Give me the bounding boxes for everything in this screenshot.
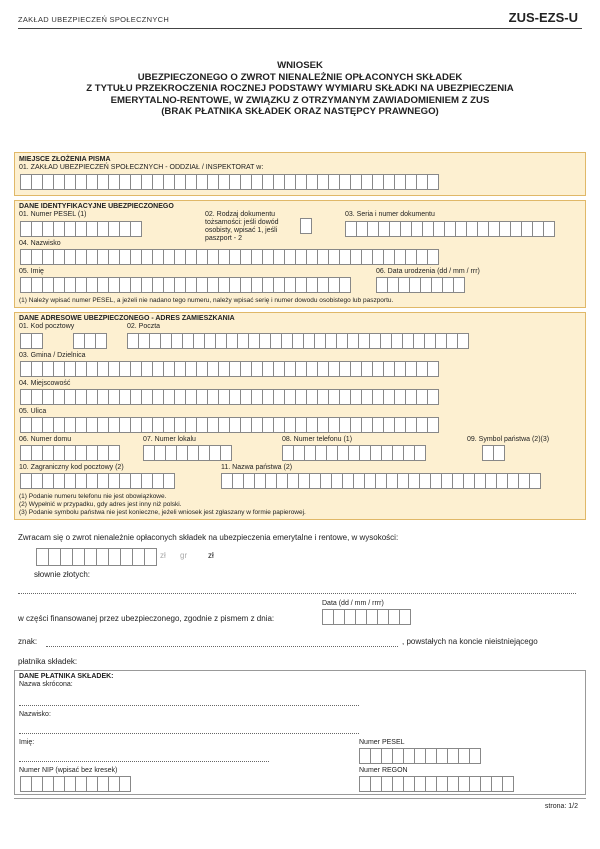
field-label: 01. Kod pocztowy xyxy=(19,323,75,330)
char-box[interactable] xyxy=(300,218,312,234)
flat-number-input[interactable] xyxy=(143,445,231,461)
words-line[interactable] xyxy=(18,593,576,594)
char-box[interactable] xyxy=(339,277,351,293)
postal-code-b-input[interactable] xyxy=(73,333,106,349)
payer-surname-line[interactable] xyxy=(19,733,359,734)
field-label: 03. Gmina / Dzielnica xyxy=(19,352,86,359)
field-label: 06. Numer domu xyxy=(19,436,72,443)
branch-input[interactable] xyxy=(20,174,438,190)
field-label: Numer PESEL xyxy=(359,739,405,746)
first-name-input[interactable] xyxy=(20,277,350,293)
section-insured-identification xyxy=(14,200,586,308)
zl-label: zł xyxy=(208,551,214,560)
short-name-line[interactable] xyxy=(19,705,359,706)
field-label: 01. Numer PESEL (1) xyxy=(19,211,87,218)
field-label: 06. Data urodzenia (dd / mm / rrr) xyxy=(376,268,480,275)
field-label: 04. Miejscowość xyxy=(19,380,71,387)
char-box[interactable] xyxy=(529,473,541,489)
section-heading: MIEJSCE ZŁOŻENIA PISMA xyxy=(19,156,111,163)
form-title xyxy=(40,60,560,118)
commune-input[interactable] xyxy=(20,361,438,377)
field-label: 05. Ulica xyxy=(19,408,47,415)
title-line: (BRAK PŁATNIKA SKŁADEK ORAZ NASTĘPCY PRAWNEGO) xyxy=(161,106,439,118)
foreign-postal-input[interactable] xyxy=(20,473,174,489)
field-label: 09. Symbol państwa (2)(3) xyxy=(467,436,550,443)
znak-label: znak: xyxy=(18,637,38,646)
footnote: (3) Podanie symbolu państwa nie jest konieczne, jeżeli wniosek jest zgłaszany w formie papierowej. xyxy=(19,509,306,516)
title-line: WNIOSEK xyxy=(277,60,323,71)
field-label: 10. Zagraniczny kod pocztowy (2) xyxy=(19,464,124,471)
footnote: (1) Podanie numeru telefonu nie jest obowiązkowe. xyxy=(19,493,167,500)
field-label: Numer NIP (wpisać bez kresek) xyxy=(19,767,118,774)
char-box[interactable] xyxy=(427,417,439,433)
field-label: 05. Imię xyxy=(19,268,44,275)
section-heading: DANE ADRESOWE UBEZPIECZONEGO - ADRES ZAMIESZKANIA xyxy=(19,315,235,322)
field-label: 08. Numer telefonu (1) xyxy=(282,436,353,443)
payer-pesel-input[interactable] xyxy=(359,748,480,764)
field-label: Nazwisko: xyxy=(19,711,51,718)
section-submission-place xyxy=(14,152,586,196)
char-box[interactable] xyxy=(427,361,439,377)
words-label: słownie złotych: xyxy=(34,570,91,579)
char-box[interactable] xyxy=(108,445,120,461)
post-office-input[interactable] xyxy=(127,333,468,349)
finance-text: w części finansowanej przez ubezpieczonego, zgodnie z pismem z dnia: xyxy=(18,614,275,623)
form-code: ZUS-EZS-U xyxy=(508,10,578,25)
request-line: Zwracam się o zwrot nienależnie opłaconych składek na ubezpieczenia emerytalne i rentowe, w wysokości: xyxy=(18,533,399,542)
title-line: Z TYTUŁU PRZEKROCZENIA ROCZNEJ PODSTAWY WYMIARU SKŁADKI NA UBEZPIECZENIA xyxy=(86,83,514,95)
field-label: 03. Seria i numer dokumentu xyxy=(345,211,435,218)
house-number-input[interactable] xyxy=(20,445,119,461)
section-heading: DANE IDENTYFIKACYJNE UBEZPIECZONEGO xyxy=(19,203,174,210)
payer-regon-input[interactable] xyxy=(359,776,513,792)
title-line: EMERYTALNO-RENTOWE, W ZWIĄZKU Z OTRZYMANYM ZAWIADOMIENIEM Z ZUS xyxy=(110,94,490,106)
char-box[interactable] xyxy=(399,609,411,625)
street-input[interactable] xyxy=(20,417,438,433)
field-label: 02. Rodzaj dokumentu tożsamości: jeśli dowód osobisty, wpisać 1, jeśli paszport - 2 xyxy=(205,211,279,242)
field-label: Imię: xyxy=(19,739,35,746)
char-box[interactable] xyxy=(95,333,107,349)
surname-input[interactable] xyxy=(20,249,438,265)
footnote: (1) Należy wpisać numer PESEL, a jeżeli nie nadano tego numeru, należy wpisać serię i numer dowodu osobistego lub paszportu. xyxy=(19,297,394,304)
page-number: strona: 1/2 xyxy=(544,803,578,810)
field-label: 01. ZAKŁAD UBEZPIECZEŃ SPOŁECZNYCH - ODDZIAŁ / INSPEKTORAT w: xyxy=(19,164,264,171)
title-line: UBEZPIECZONEGO O ZWROT NIENALEŻNIE OPŁACONYCH SKŁADEK xyxy=(137,71,463,83)
char-box[interactable] xyxy=(130,221,142,237)
section-heading: DANE PŁATNIKA SKŁADEK: xyxy=(19,673,114,680)
doc-type-input[interactable] xyxy=(300,218,311,234)
char-box[interactable] xyxy=(469,748,481,764)
char-box[interactable] xyxy=(414,445,426,461)
country-name-input[interactable] xyxy=(221,473,540,489)
char-box[interactable] xyxy=(502,776,514,792)
char-box[interactable] xyxy=(144,548,157,566)
letter-date-input[interactable] xyxy=(322,609,410,625)
section-insured-address xyxy=(14,312,586,520)
field-label: Nazwa skrócona: xyxy=(19,681,73,688)
header-rule xyxy=(18,28,582,29)
char-box[interactable] xyxy=(427,249,439,265)
date-label: Data (dd / mm / rrrr) xyxy=(322,600,384,607)
field-label: 11. Nazwa państwa (2) xyxy=(221,464,293,471)
gr-suffix: gr xyxy=(180,551,188,560)
phone-input[interactable] xyxy=(282,445,425,461)
postal-code-a-input[interactable] xyxy=(20,333,42,349)
payer-name-line[interactable] xyxy=(19,761,269,762)
section-payer xyxy=(14,670,586,795)
zl-suffix: zł xyxy=(160,551,166,560)
field-label: 02. Poczta xyxy=(127,323,161,330)
char-box[interactable] xyxy=(543,221,555,237)
char-box[interactable] xyxy=(220,445,232,461)
accounts-text: , powstałych na koncie nieistniejącego xyxy=(402,637,538,646)
footer-rule xyxy=(14,798,586,799)
char-box[interactable] xyxy=(427,174,439,190)
field-label: 07. Numer lokalu xyxy=(143,436,196,443)
char-box[interactable] xyxy=(31,333,43,349)
pesel-input[interactable] xyxy=(20,221,141,237)
locality-input[interactable] xyxy=(20,389,438,405)
payer-nip-input[interactable] xyxy=(20,776,130,792)
doc-number-input[interactable] xyxy=(345,221,554,237)
birth-date-input[interactable] xyxy=(376,277,464,293)
country-symbol-input[interactable] xyxy=(482,445,504,461)
char-box[interactable] xyxy=(457,333,469,349)
char-box[interactable] xyxy=(163,473,175,489)
footnote: (2) Wypełnić w przypadku, gdy adres jest inny niż polski. xyxy=(19,501,182,508)
char-box[interactable] xyxy=(453,277,465,293)
char-box[interactable] xyxy=(119,776,131,792)
field-label: Numer REGON xyxy=(359,767,408,774)
amount-input[interactable] xyxy=(36,548,156,566)
reference-line[interactable] xyxy=(46,646,398,647)
payer-text: płatnika składek: xyxy=(18,657,78,666)
char-box[interactable] xyxy=(493,445,505,461)
char-box[interactable] xyxy=(427,389,439,405)
org-name: ZAKŁAD UBEZPIECZEŃ SPOŁECZNYCH xyxy=(18,15,170,24)
field-label: 04. Nazwisko xyxy=(19,240,61,247)
